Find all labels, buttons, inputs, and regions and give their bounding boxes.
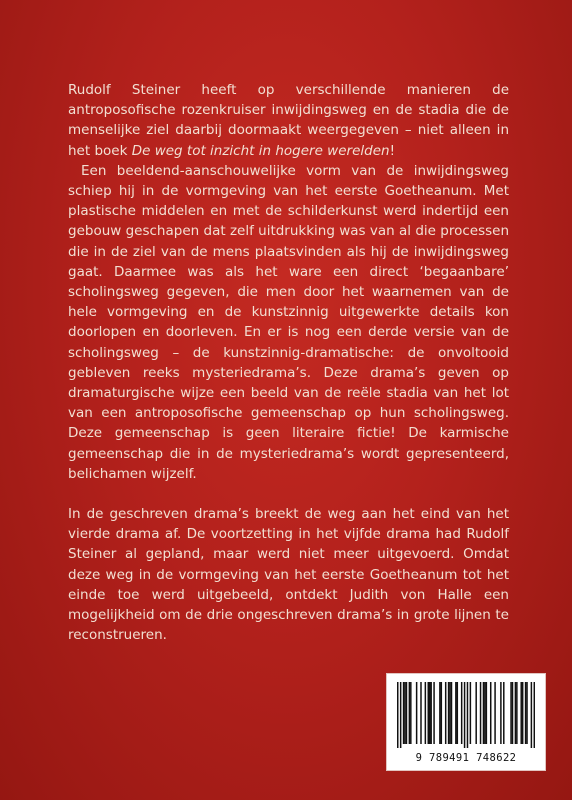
barcode-bar [409,682,411,744]
barcode-bar [403,682,405,744]
barcode-bar [441,682,443,744]
barcode-bar [503,682,505,744]
barcode-bar [490,682,492,744]
barcode-bar [416,682,418,744]
book-title: De weg tot inzicht in hogere werelden [131,142,390,159]
barcode-bar [433,682,435,744]
barcode-bar [486,682,488,744]
barcode-bar [420,682,422,744]
paragraph-1-end: ! [389,142,395,159]
barcode-bar [449,682,451,744]
paragraph-2: Een beeldend-aanschouwelijke vorm van de inwijdingsweg schiep hij in de vormgeving van het eerste Goetheanum. Met plastische middelen en met de schilderkunst werd indertijd een gebouw geschapen dat zelf uitdrukking was van al die processen die in de ziel van de mens plaatsvinden als hij de inwijdingsweg gaat. Daarmee was als het ware een direct ‘begaanbare’ scholingsweg gegeven, die men door het waarnemen van de hele vormgeving en de kunstzinnig uitgewerkte details kon doorlopen en doorleven. En er is nog een derde versie van de scholingsweg – de kunstzinnig-dramatische: de onvoltooid gebleven reeks mysteriedrama’s. Deze drama’s geven op dramaturgische wijze een beeld van de reële stadia van het lot van een antroposofische gemeenschap op hun scholingsweg. Deze gemeenschap is geen literaire fictie! De karmische gemeenschap die in de mysteriedrama’s wordt gepresenteerd, belichamen wijzelf. [68,162,509,482]
barcode-bar [448,682,450,744]
barcode-bar [500,682,502,744]
barcode-bar [520,682,522,744]
barcode-bar [445,682,447,744]
isbn-barcode [386,673,546,771]
barcode-bar [526,682,528,744]
isbn-number: 9 789491 748622 [389,752,543,764]
barcode-bar [439,682,441,744]
barcode-bar [464,682,466,748]
barcode-bar [534,682,535,748]
barcode-bar [467,682,469,748]
barcode-bars [397,682,535,748]
barcode-bar [510,682,512,744]
barcode-bar [525,682,527,744]
barcode-bar [494,682,496,744]
barcode-bar [455,682,457,744]
barcode-bar [461,682,463,744]
paragraph-3: In de geschreven drama’s breekt de weg aan het eind van het vierde drama af. De voortzetting in het vijfde drama had Rudolf Steiner al gepland, maar werd niet meer uitgevoerd. Omdat deze weg in de vormgeving van het eerste Goetheanum tot het einde toe werd uitgebeeld, ontdekt Judith von Halle een mogelijkheid om de drie ongeschreven drama’s in grote lijnen te reconstrueren. [68,506,509,644]
barcode-bar [483,682,485,744]
blurb-text [68,80,509,645]
paragraph-1 [68,80,509,161]
barcode-bar [451,682,453,744]
barcode-bar [400,682,402,748]
barcode-bar [516,682,518,744]
barcode-bar [428,682,430,744]
barcode-bar [512,682,514,744]
barcode-bar [406,682,408,744]
barcode-bar [430,682,432,744]
barcode-bar [522,682,524,744]
barcode-bar [531,682,533,748]
barcode-bar [404,682,406,744]
barcode-bar [480,682,482,744]
barcode-bar [475,682,477,744]
barcode-bar [457,682,459,744]
barcode-bar [515,682,517,744]
barcode-bar [397,682,399,748]
barcode-bar [470,682,472,744]
paragraph-1-start: Rudolf Steiner heeft op verschillende manieren de antroposofische rozenkruiser inwijdingsweg en de stadia die de menselijke ziel daarbij doormaakt weergegeven – niet alleen in het boek [68,82,509,159]
barcode-bar [429,682,431,744]
barcode-bar [484,682,486,744]
barcode-bar [425,682,427,744]
barcode-bar [410,682,412,744]
